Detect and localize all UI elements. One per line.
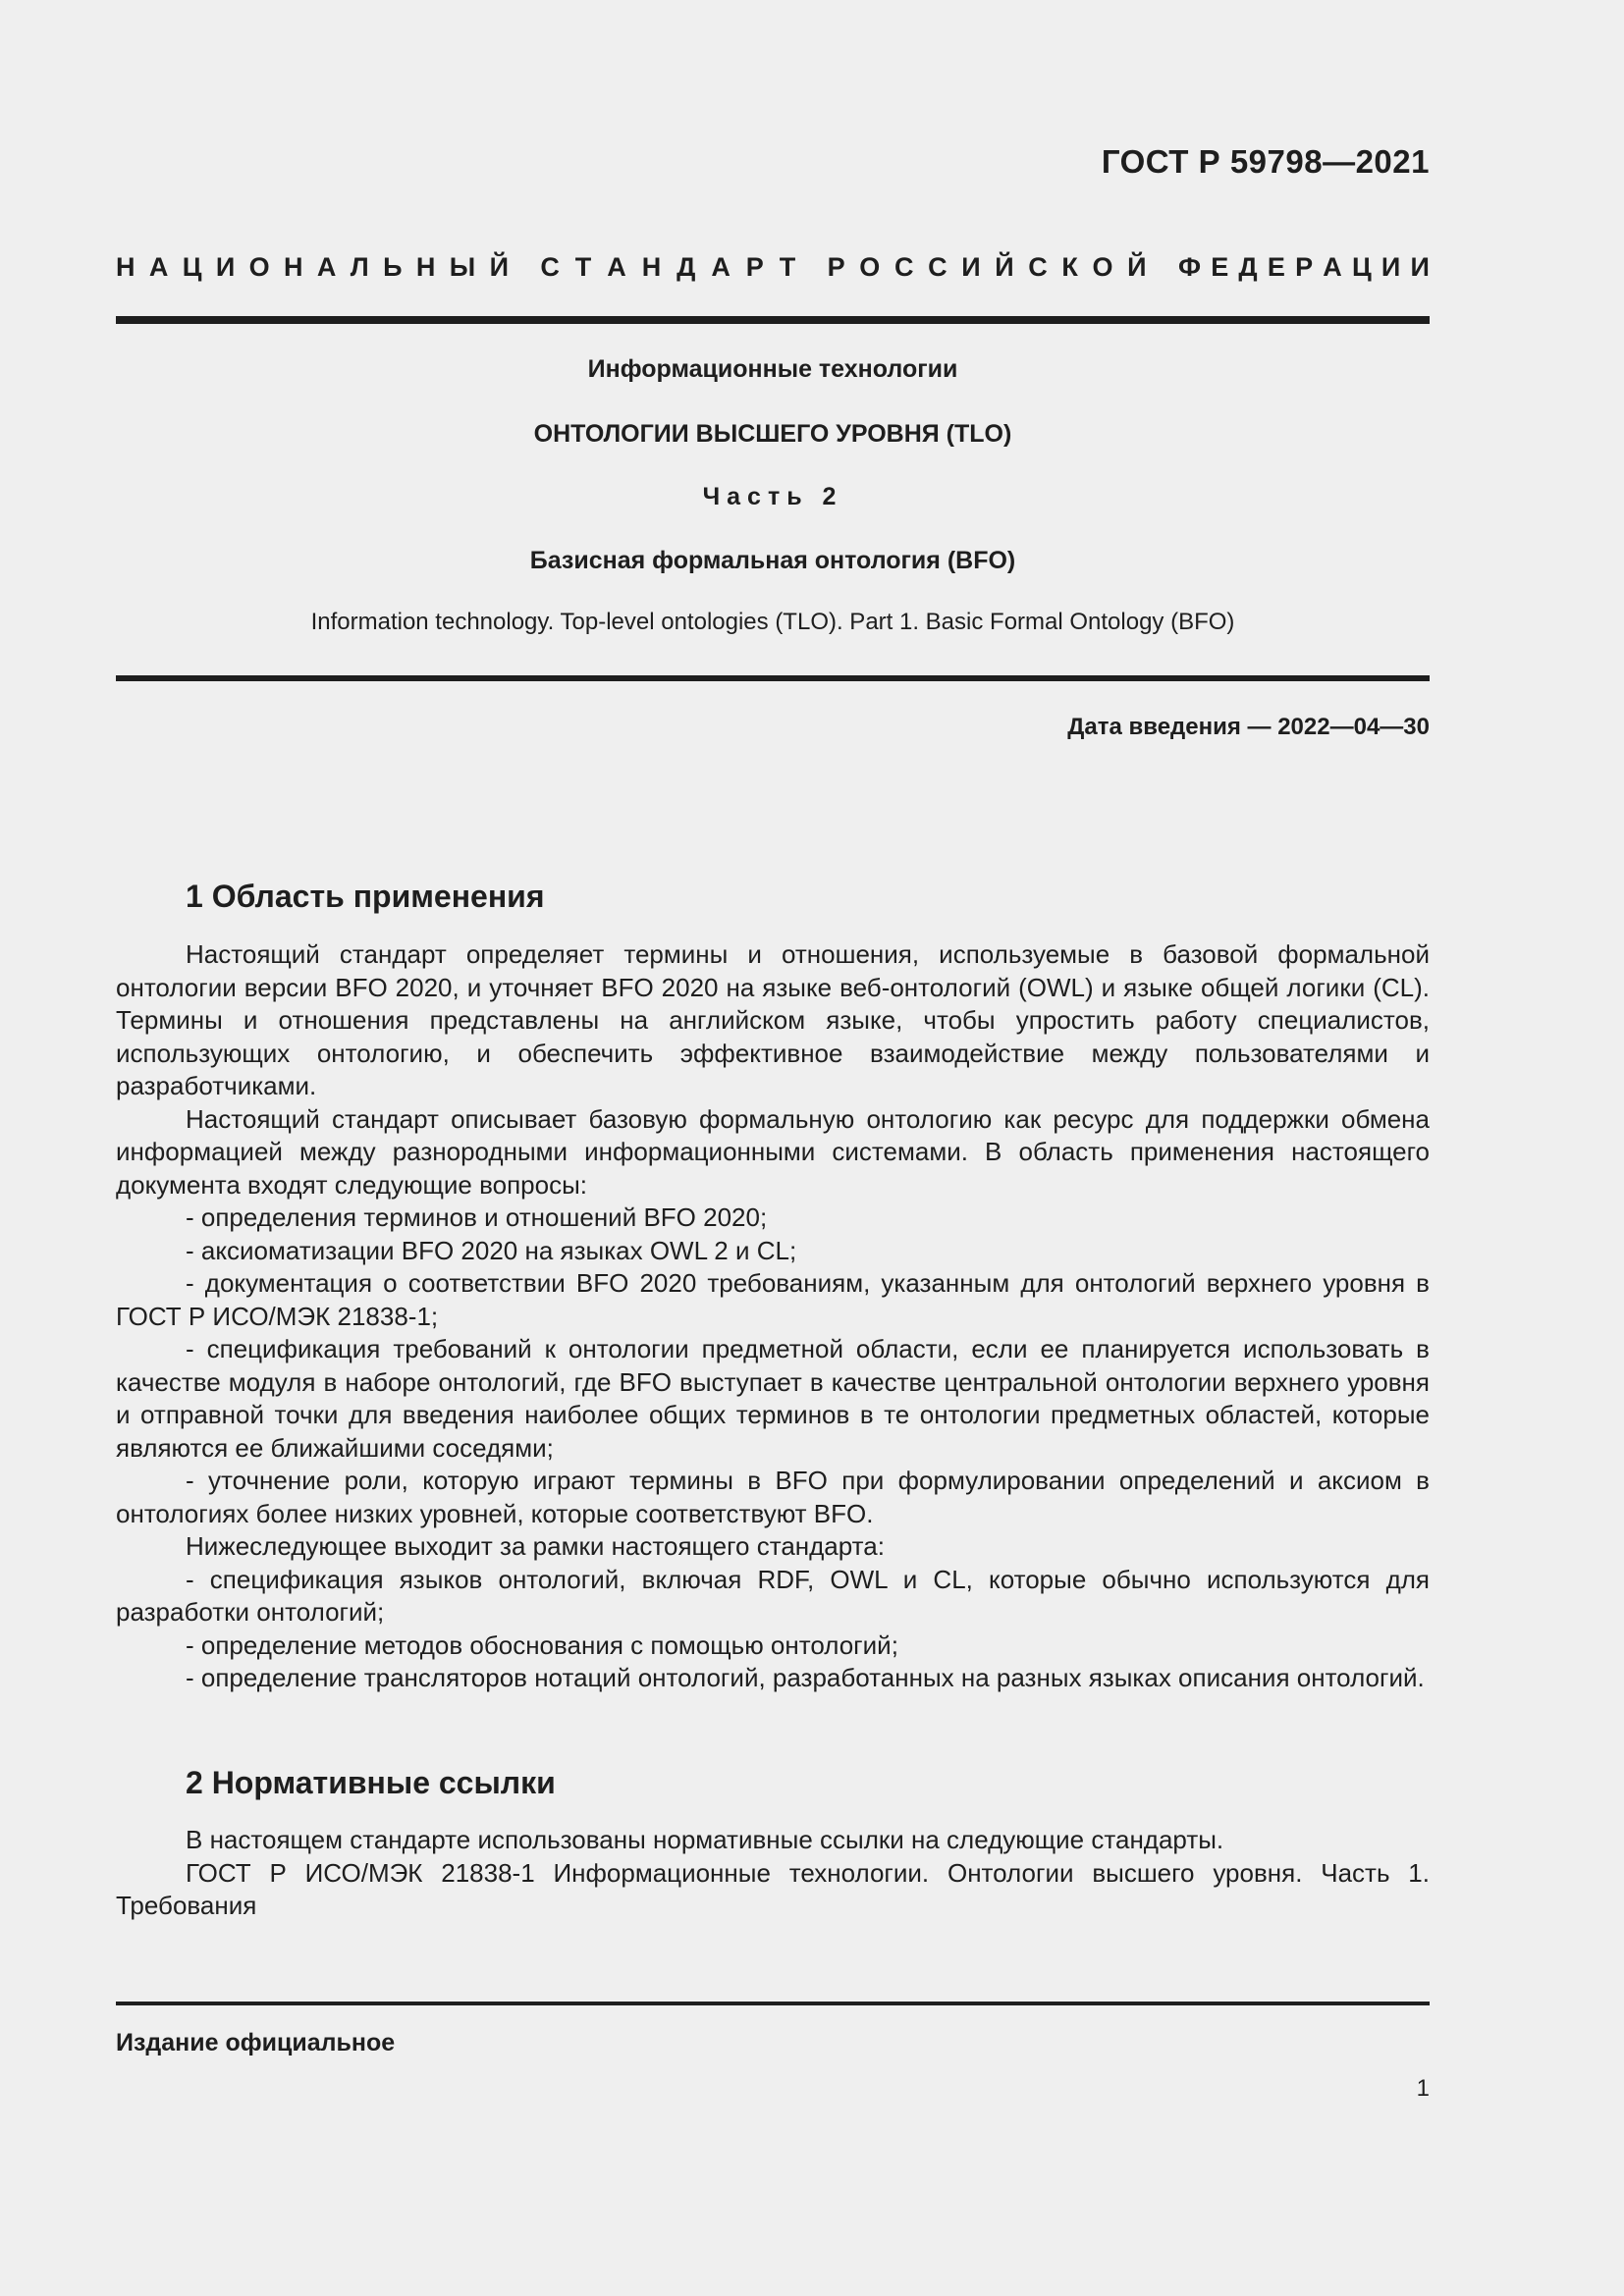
- list-item: - определение методов обоснования с помощью онтологий;: [186, 1629, 898, 1660]
- list-item: - спецификация языков онтологий, включая RDF, OWL и CL, которые обычно используются для разработки онтологий;: [116, 1564, 1430, 1627]
- page-number: 1: [1416, 2075, 1430, 2102]
- title-divider: [116, 675, 1430, 681]
- section-1-body: [116, 938, 1430, 1695]
- header-divider: [116, 316, 1430, 324]
- paragraph: Настоящий стандарт описывает базовую формальную онтологию как ресурс для поддержки обмена информацией между разнородными информационными системами. В область применения настоящего документа входят следующие вопросы:: [116, 1103, 1430, 1200]
- banner-word: Р О С С И Й С К О Й: [827, 252, 1147, 282]
- section-2-body: [116, 1824, 1430, 1923]
- title-english: Information technology. Top-level ontologies (TLO). Part 1. Basic Formal Ontology (BFO): [310, 609, 1235, 635]
- section-1-title: 1 Область применения: [186, 879, 545, 914]
- reference-item: ГОСТ Р ИСО/МЭК 21838-1 Информационные технологии. Онтологии высшего уровня. Часть 1. Требования: [116, 1857, 1430, 1920]
- paragraph: В настоящем стандарте использованы нормативные ссылки на следующие стандарты.: [186, 1825, 1224, 1854]
- title-field: Информационные технологии: [587, 355, 958, 383]
- list-item: - документация о соответствии BFO 2020 требованиям, указанным для онтологий верхнего уровня в ГОСТ Р ИСО/МЭК 21838-1;: [116, 1268, 1430, 1331]
- paragraph: Настоящий стандарт определяет термины и отношения, используемые в базовой формальной онтологии версии BFO 2020, и уточняет BFO 2020 на языке веб-онтологий (OWL) и языке общей логики (CL). Термины и отношения представлены на английском языке, чтобы упростить работу специалистов, использующих онтологию, и обеспечить эффективное взаимодействие между пользователями и разработчиками.: [116, 939, 1430, 1100]
- paragraph: Нижеследующее выходит за рамки настоящего стандарта:: [186, 1531, 885, 1561]
- national-standard-banner: [116, 252, 1430, 283]
- title-main: ОНТОЛОГИИ ВЫСШЕГО УРОВНЯ (TLO): [533, 420, 1012, 448]
- list-item: - определения терминов и отношений BFO 2020;: [186, 1202, 768, 1232]
- footer-divider: [116, 2002, 1430, 2005]
- title-subtitle: Базисная формальная онтология (BFO): [529, 547, 1016, 574]
- list-item: - аксиоматизации BFO 2020 на языках OWL 2 и CL;: [186, 1235, 797, 1265]
- document-code: ГОСТ Р 59798—2021: [1101, 143, 1430, 180]
- list-item: - уточнение роли, которую играют термины в BFO при формулировании определений и аксиом в онтологиях более низких уровней, которые соответствуют BFO.: [116, 1466, 1430, 1528]
- introduction-date: Дата введения — 2022—04—30: [1067, 714, 1430, 740]
- document-page: [116, 0, 1430, 2296]
- list-item: - определение трансляторов нотаций онтологий, разработанных на разных языках описания онтологий.: [186, 1663, 1425, 1692]
- official-edition-label: Издание официальное: [116, 2029, 396, 2056]
- banner-word: Ф Е Д Е Р А Ц И И: [1177, 252, 1430, 282]
- banner-word: Н А Ц И О Н А Л Ь Н Ы Й: [116, 252, 509, 282]
- title-part: Часть 2: [702, 483, 843, 510]
- list-item: - спецификация требований к онтологии предметной области, если ее планируется использовать в качестве модуля в наборе онтологий, где BFO выступает в качестве центральной онтологии верхнего уровня и отправной точки для введения наиболее общих терминов в те онтологии предметных областей, которые являются ее ближайшими соседями;: [116, 1334, 1430, 1463]
- section-2-title: 2 Нормативные ссылки: [186, 1765, 556, 1800]
- banner-word: С Т А Н Д А Р Т: [540, 252, 796, 282]
